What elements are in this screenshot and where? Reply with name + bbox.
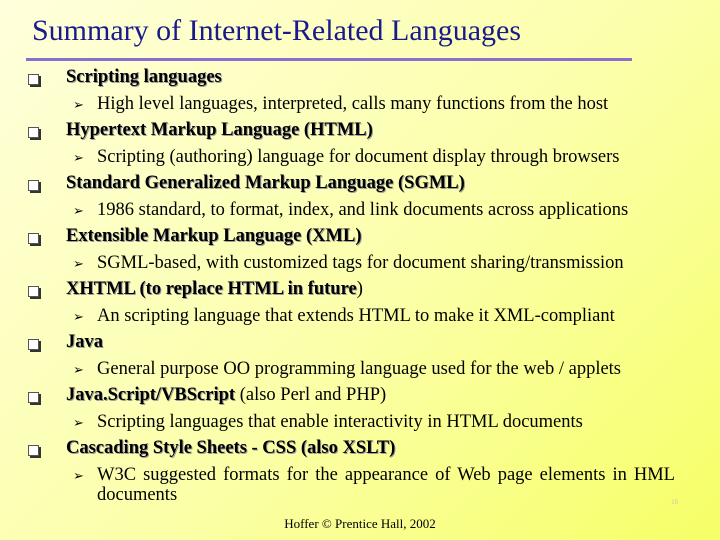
list-item <box>0 225 720 278</box>
footer-credit: Hoffer © Prentice Hall, 2002 <box>284 516 436 531</box>
bullet-heading: Java <box>66 332 103 352</box>
list-item <box>0 278 720 331</box>
page-number: 18 <box>671 498 678 506</box>
list-item <box>0 119 720 172</box>
bullet-heading: Java.Script/VBScript (also Perl and PHP) <box>66 385 387 405</box>
sub-bullet-text: W3C suggested formats for the appearance of Web page elements in HML documents <box>97 464 675 505</box>
sub-bullet-text: Scripting languages that enable interactivity in HTML documents <box>97 411 583 432</box>
arrowhead-bullet-icon: ➢ <box>73 203 84 219</box>
hollow-square-bullet-icon <box>28 180 39 191</box>
arrowhead-bullet-icon: ➢ <box>73 362 84 378</box>
sub-bullet-text: High level languages, interpreted, calls many functions from the host <box>97 93 609 114</box>
arrowhead-bullet-icon: ➢ <box>73 415 84 431</box>
arrowhead-bullet-icon: ➢ <box>73 309 84 325</box>
hollow-square-bullet-icon <box>28 286 39 297</box>
sub-bullet-text: Scripting (authoring) language for document display through browsers <box>97 146 620 167</box>
bullet-heading: Extensible Markup Language (XML) <box>66 226 362 246</box>
hollow-square-bullet-icon <box>28 74 39 85</box>
slide-title: Summary of Internet-Related Languages <box>32 14 521 47</box>
list-item <box>0 172 720 225</box>
arrowhead-bullet-icon: ➢ <box>73 97 84 113</box>
hollow-square-bullet-icon <box>28 127 39 138</box>
list-item <box>0 331 720 384</box>
bullet-heading: Hypertext Markup Language (HTML) <box>66 120 373 140</box>
arrowhead-bullet-icon: ➢ <box>73 468 84 484</box>
sub-bullet-text: SGML-based, with customized tags for document sharing/transmission <box>97 252 624 273</box>
bullet-heading: Standard Generalized Markup Language (SGML) <box>66 173 465 193</box>
bullet-heading: Cascading Style Sheets - CSS (also XSLT) <box>66 438 396 458</box>
hollow-square-bullet-icon <box>28 339 39 350</box>
bullet-heading: XHTML (to replace HTML in future) <box>66 279 363 299</box>
arrowhead-bullet-icon: ➢ <box>73 256 84 272</box>
list-item <box>0 384 720 437</box>
arrowhead-bullet-icon: ➢ <box>73 150 84 166</box>
sub-bullet-text: An scripting language that extends HTML to make it XML-compliant <box>97 305 615 326</box>
list-item <box>0 66 720 119</box>
hollow-square-bullet-icon <box>28 233 39 244</box>
bullet-heading: Scripting languages <box>66 67 222 87</box>
title-underline <box>26 58 632 61</box>
sub-bullet-text: General purpose OO programming language used for the web / applets <box>97 358 622 379</box>
hollow-square-bullet-icon <box>28 445 39 456</box>
sub-bullet-text: 1986 standard, to format, index, and link documents across applications <box>97 199 629 220</box>
hollow-square-bullet-icon <box>28 392 39 403</box>
